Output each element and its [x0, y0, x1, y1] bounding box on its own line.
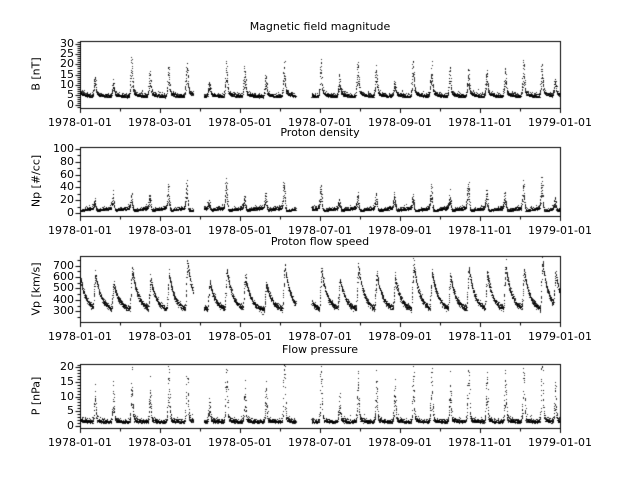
y-tick-label: 300: [53, 304, 74, 318]
x-tick-label: 1978-01-01: [48, 116, 112, 129]
x-tick-label: 1978-11-01: [448, 224, 512, 237]
y-tick-label: 25: [60, 47, 74, 61]
x-tick-label: 1978-05-01: [208, 436, 272, 449]
x-tick-label: 1978-09-01: [368, 116, 432, 129]
x-tick-label: 1978-03-01: [128, 436, 192, 449]
x-tick-label: 1978-01-01: [48, 436, 112, 449]
x-tick-label: 1978-11-01: [448, 116, 512, 129]
x-tick-label: 1978-11-01: [448, 436, 512, 449]
y-tick-label: 500: [53, 281, 74, 295]
panel-title-proton-flow-speed: Proton flow speed: [270, 235, 370, 248]
y-axis-label-np: Np [#/cc]: [29, 154, 43, 208]
y-axis-label-b: B [nT]: [29, 57, 43, 91]
y-tick-label: 20: [60, 193, 74, 207]
x-tick-label: 1978-05-01: [208, 116, 272, 129]
x-tick-label: 1978-01-01: [48, 224, 112, 237]
x-tick-label: 1978-09-01: [368, 330, 432, 343]
x-tick-label: 1979-01-01: [528, 224, 592, 237]
x-tick-label: 1978-03-01: [128, 116, 192, 129]
y-tick-label: 0: [67, 98, 74, 112]
y-tick-label: 30: [60, 37, 74, 51]
x-tick-label: 1978-09-01: [368, 224, 432, 237]
x-tick-label: 1978-11-01: [448, 330, 512, 343]
x-tick-label: 1979-01-01: [528, 116, 592, 129]
y-axis-label-p: P [nPa]: [29, 376, 43, 416]
x-tick-label: 1978-07-01: [288, 224, 352, 237]
y-tick-label: 10: [60, 389, 74, 403]
panel-title-magnetic-field: Magnetic field magnitude: [249, 20, 391, 33]
y-tick-label: 10: [60, 77, 74, 91]
x-tick-label: 1978-05-01: [208, 330, 272, 343]
y-tick-label: 15: [60, 375, 74, 389]
x-tick-label: 1978-01-01: [48, 330, 112, 343]
y-tick-label: 0: [67, 418, 74, 432]
y-tick-label: 5: [67, 404, 74, 418]
y-axis-label-vp: Vp [km/s]: [29, 262, 43, 316]
y-tick-label: 20: [60, 360, 74, 374]
y-tick-label: 40: [60, 180, 74, 194]
y-tick-label: 5: [67, 87, 74, 101]
y-tick-label: 600: [53, 270, 74, 284]
y-tick-label: 100: [53, 141, 74, 155]
y-tick-label: 80: [60, 154, 74, 168]
x-tick-label: 1978-07-01: [288, 436, 352, 449]
x-tick-label: 1978-05-01: [208, 224, 272, 237]
y-tick-label: 700: [53, 258, 74, 272]
x-tick-label: 1978-03-01: [128, 330, 192, 343]
y-tick-label: 400: [53, 292, 74, 306]
x-tick-label: 1978-07-01: [288, 116, 352, 129]
x-tick-label: 1979-01-01: [528, 436, 592, 449]
x-tick-label: 1978-09-01: [368, 436, 432, 449]
panel-title-flow-pressure: Flow pressure: [281, 343, 359, 356]
x-tick-label: 1978-07-01: [288, 330, 352, 343]
panel-title-proton-density: Proton density: [280, 126, 360, 139]
y-tick-label: 0: [67, 206, 74, 220]
x-tick-label: 1978-03-01: [128, 224, 192, 237]
y-tick-label: 60: [60, 167, 74, 181]
x-tick-label: 1979-01-01: [528, 330, 592, 343]
y-tick-label: 15: [60, 67, 74, 81]
y-tick-label: 20: [60, 57, 74, 71]
